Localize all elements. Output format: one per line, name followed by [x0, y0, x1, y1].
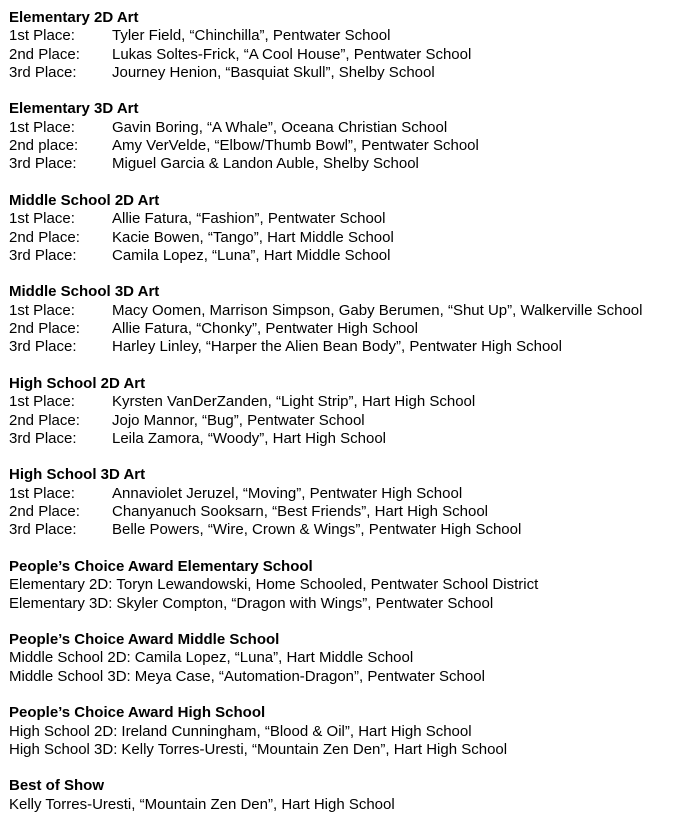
- award-entry: Miguel Garcia & Landon Auble, Shelby School: [112, 155, 419, 173]
- award-row: [9, 155, 679, 173]
- award-row: [9, 229, 679, 247]
- place-label: 3rd Place:: [9, 521, 77, 539]
- section-heading: People’s Choice Award High School: [9, 704, 266, 722]
- section-heading: Middle School 2D Art: [9, 191, 160, 209]
- place-label: 1st Place:: [9, 27, 75, 45]
- award-section: [9, 100, 679, 173]
- award-row: [9, 576, 679, 594]
- award-row: [9, 338, 679, 356]
- award-entry: Toryn Lewandowski, Home Schooled, Pentwater School District: [116, 576, 539, 594]
- award-entry: Skyler Compton, “Dragon with Wings”, Pentwater School: [116, 594, 494, 612]
- award-entry: Chanyanuch Sooksarn, “Best Friends”, Hart High School: [112, 503, 489, 521]
- award-section: [9, 375, 679, 448]
- award-row: [9, 247, 679, 265]
- award-row: [9, 521, 679, 539]
- place-label: 2nd place:: [9, 137, 79, 155]
- category-label: High School 2D:: [9, 722, 118, 740]
- place-label: 2nd Place:: [9, 320, 80, 338]
- award-entry: Allie Fatura, “Fashion”, Pentwater School: [112, 210, 386, 228]
- peoples-choice-section: [9, 631, 679, 686]
- award-entry: Tyler Field, “Chinchilla”, Pentwater School: [112, 27, 391, 45]
- award-entry: Allie Fatura, “Chonky”, Pentwater High School: [112, 320, 418, 338]
- category-label: High School 3D:: [9, 740, 118, 758]
- award-entry: Harley Linley, “Harper the Alien Bean Body”, Pentwater High School: [112, 338, 562, 356]
- award-section: [9, 9, 679, 82]
- place-label: 3rd Place:: [9, 246, 77, 264]
- place-label: 1st Place:: [9, 393, 75, 411]
- award-entry: Leila Zamora, “Woody”, Hart High School: [112, 429, 386, 447]
- section-heading: People’s Choice Award Elementary School: [9, 557, 313, 575]
- award-row: [9, 302, 679, 320]
- award-row: [9, 210, 679, 228]
- award-section: [9, 192, 679, 265]
- category-label: Elementary 3D:: [9, 594, 113, 612]
- award-row: [9, 503, 679, 521]
- award-entry: Gavin Boring, “A Whale”, Oceana Christian School: [112, 118, 448, 136]
- award-entry: Kelly Torres-Uresti, “Mountain Zen Den”, Hart High School: [121, 740, 508, 758]
- award-entry: Annaviolet Jeruzel, “Moving”, Pentwater High School: [112, 484, 463, 502]
- award-row: [9, 430, 679, 448]
- award-row: [9, 412, 679, 430]
- place-label: 1st Place:: [9, 210, 75, 228]
- award-row: [9, 46, 679, 64]
- award-row: [9, 649, 679, 667]
- peoples-choice-section: [9, 704, 679, 759]
- place-label: 1st Place:: [9, 484, 75, 502]
- section-heading: Middle School 3D Art: [9, 283, 160, 301]
- place-label: 1st Place:: [9, 301, 75, 319]
- section-heading: People’s Choice Award Middle School: [9, 631, 280, 649]
- place-label: 2nd Place:: [9, 228, 80, 246]
- award-entry: Jojo Mannor, “Bug”, Pentwater School: [112, 411, 365, 429]
- award-section: [9, 466, 679, 539]
- award-row: [9, 485, 679, 503]
- award-entry: Meya Case, “Automation-Dragon”, Pentwater School: [134, 667, 485, 685]
- place-label: 3rd Place:: [9, 63, 77, 81]
- section-heading: Elementary 2D Art: [9, 9, 139, 26]
- award-entry: Ireland Cunningham, “Blood & Oil”, Hart High School: [121, 722, 472, 740]
- award-entry: Amy VerVelde, “Elbow/Thumb Bowl”, Pentwater School: [112, 137, 479, 155]
- category-label: Elementary 2D:: [9, 576, 113, 594]
- award-entry: Journey Henion, “Basquiat Skull”, Shelby School: [112, 63, 435, 81]
- award-row: [9, 320, 679, 338]
- place-label: 2nd Place:: [9, 411, 80, 429]
- award-entry: Lukas Soltes-Frick, “A Cool House”, Pentwater School: [112, 45, 472, 63]
- place-label: 3rd Place:: [9, 338, 77, 356]
- section-heading: High School 3D Art: [9, 466, 146, 484]
- award-row: [9, 595, 679, 613]
- section-heading: Best of Show: [9, 777, 105, 795]
- category-label: Middle School 2D:: [9, 649, 131, 667]
- place-label: 3rd Place:: [9, 155, 77, 173]
- section-heading: Elementary 3D Art: [9, 100, 139, 118]
- best-of-show-section: [9, 777, 679, 814]
- section-heading: High School 2D Art: [9, 374, 146, 392]
- peoples-choice-section: [9, 558, 679, 613]
- award-entry: Camila Lopez, “Luna”, Hart Middle School: [112, 246, 391, 264]
- award-entry: Belle Powers, “Wire, Crown & Wings”, Pentwater High School: [112, 521, 522, 539]
- award-row: [9, 393, 679, 411]
- place-label: 2nd Place:: [9, 503, 80, 521]
- award-row: [9, 723, 679, 741]
- award-row: [9, 119, 679, 137]
- award-row: [9, 64, 679, 82]
- award-row: [9, 741, 679, 759]
- award-entry: Macy Oomen, Marrison Simpson, Gaby Berumen, “Shut Up”, Walkerville School: [112, 301, 643, 319]
- award-section: [9, 283, 679, 356]
- award-row: [9, 27, 679, 45]
- place-label: 3rd Place:: [9, 429, 77, 447]
- award-row: [9, 137, 679, 155]
- place-label: 1st Place:: [9, 118, 75, 136]
- award-row: [9, 668, 679, 686]
- award-entry: Kyrsten VanDerZanden, “Light Strip”, Hart High School: [112, 393, 476, 411]
- place-label: 2nd Place:: [9, 45, 80, 63]
- award-entry: Kelly Torres-Uresti, “Mountain Zen Den”, Hart High School: [9, 795, 395, 813]
- category-label: Middle School 3D:: [9, 667, 131, 685]
- award-entry: Kacie Bowen, “Tango”, Hart Middle School: [112, 228, 394, 246]
- award-entry: Camila Lopez, “Luna”, Hart Middle School: [134, 649, 414, 667]
